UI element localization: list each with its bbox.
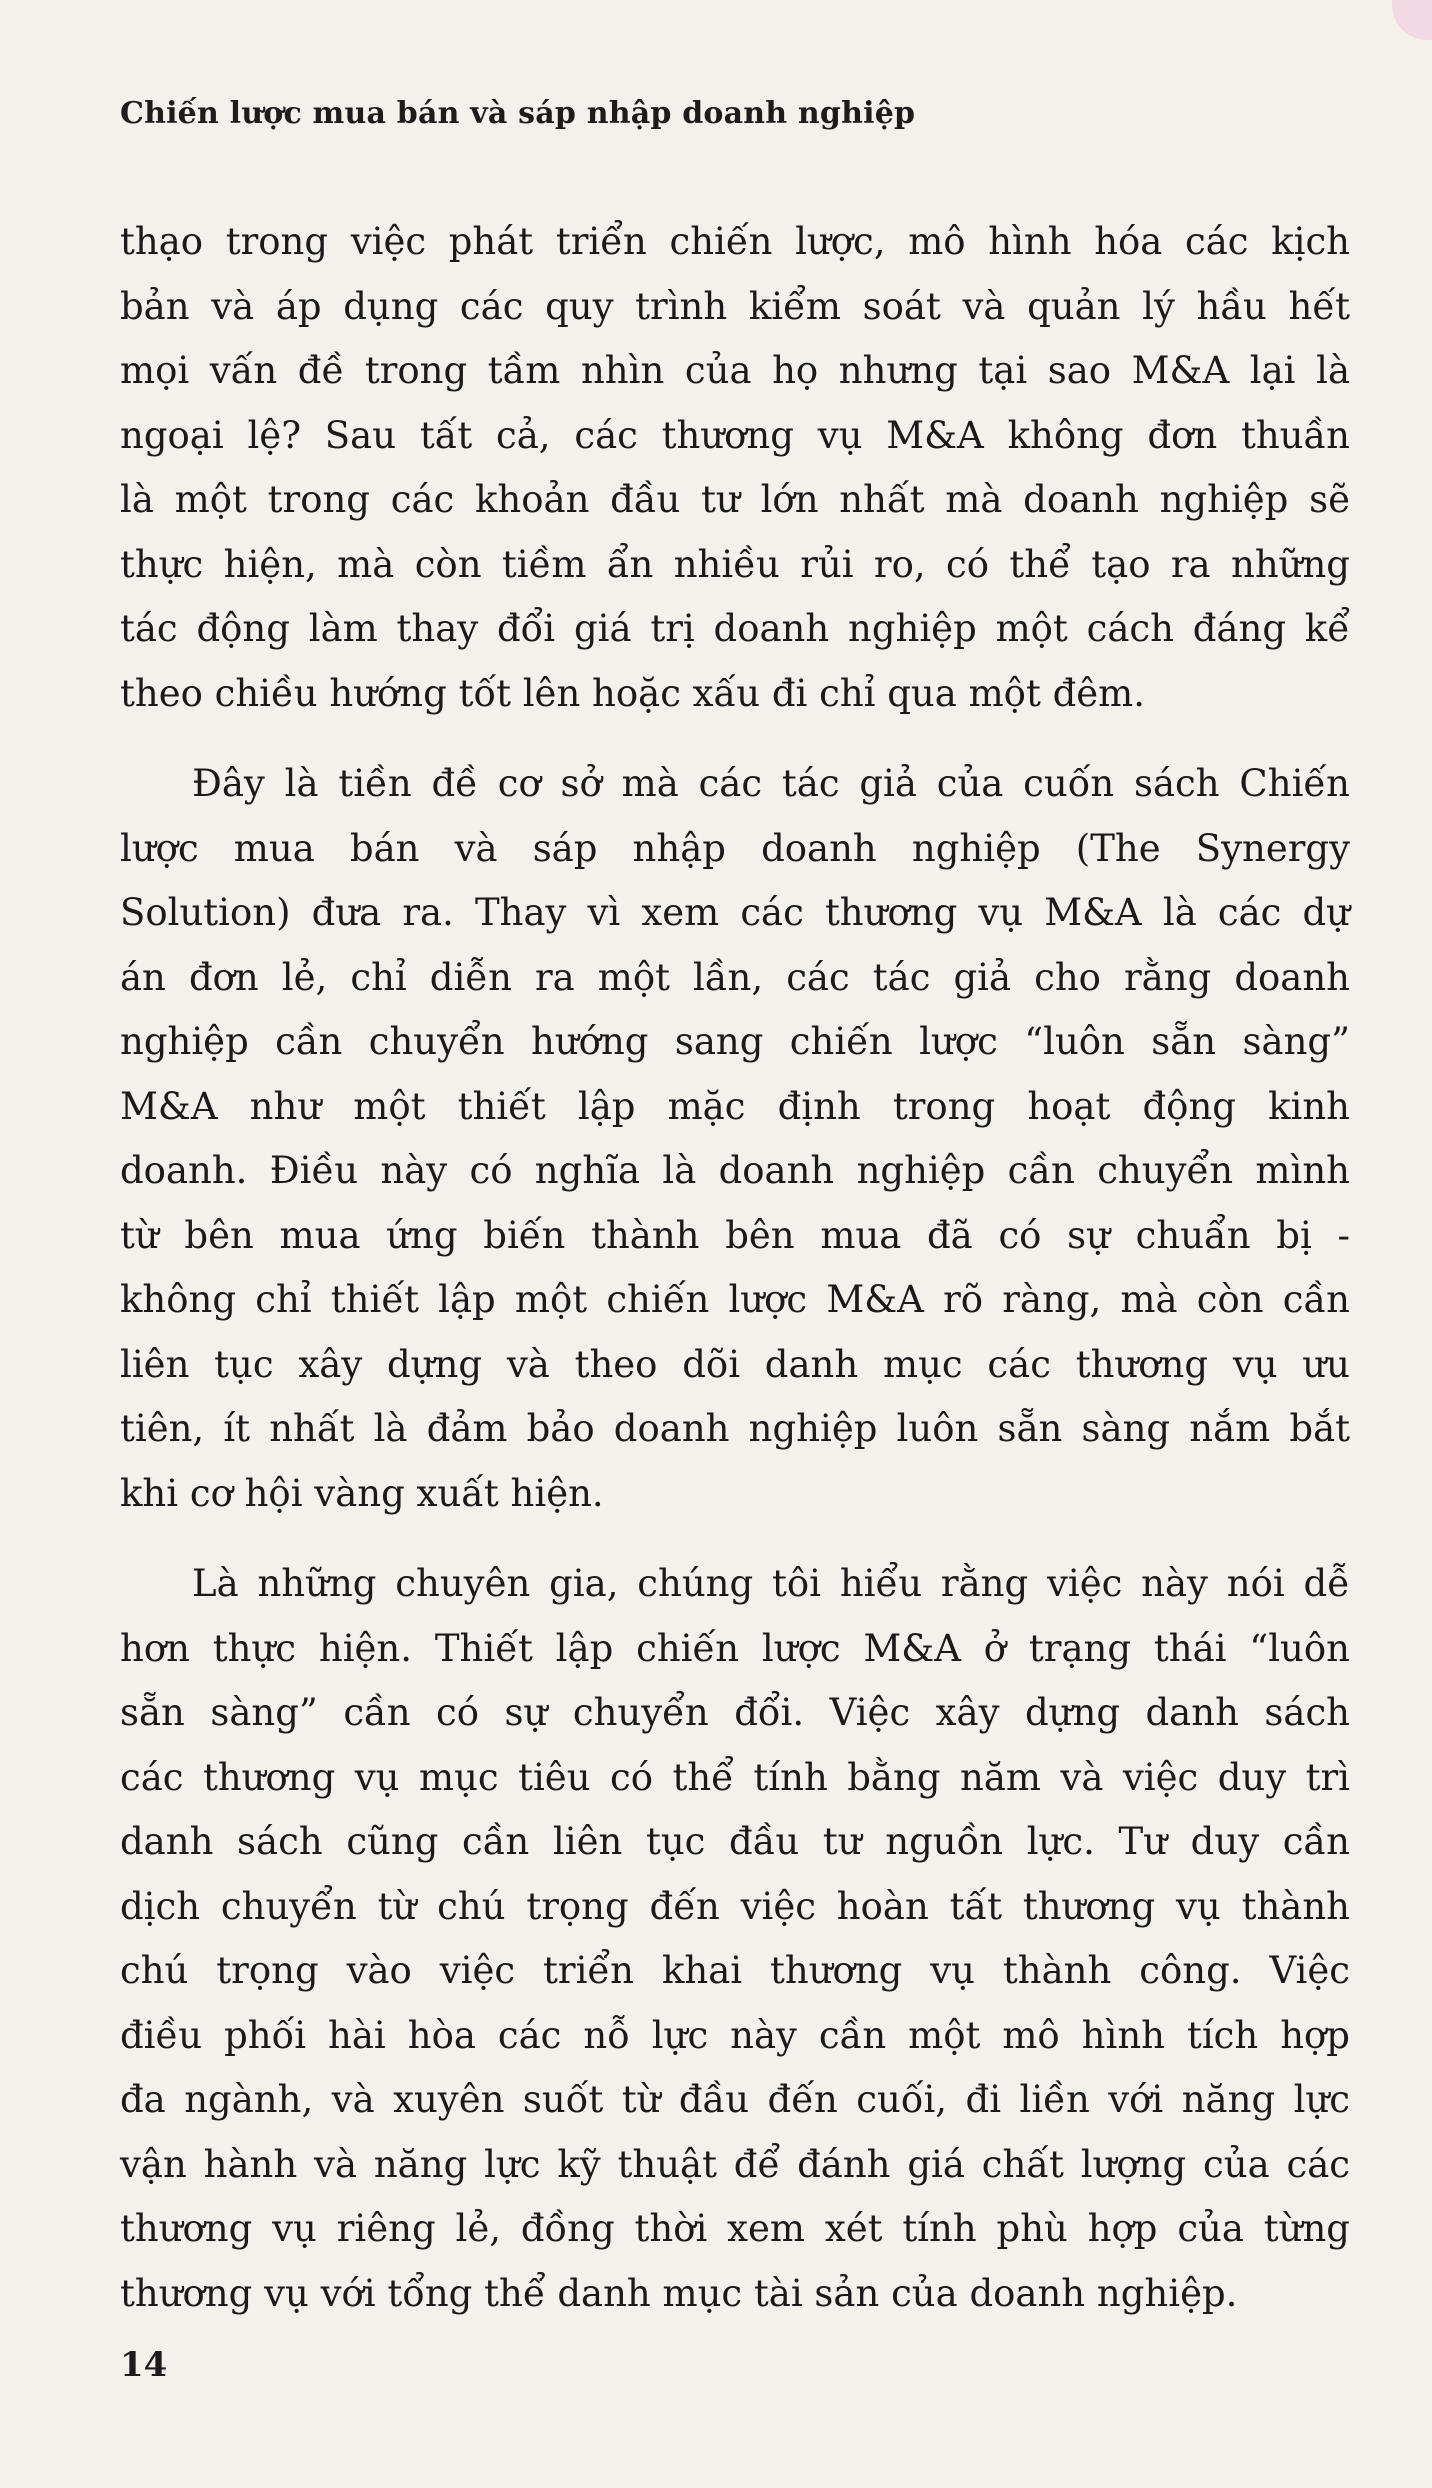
- text-line: tiên, ít nhất là đảm bảo doanh nghiệp luôn sẵn sàng nắm bắt: [120, 1407, 1350, 1450]
- text-line: thực hiện, mà còn tiềm ẩn nhiều rủi ro, có thể tạo ra những: [120, 542, 1350, 586]
- text-line: điều phối hài hòa các nỗ lực này cần một mô hình tích hợp: [120, 2013, 1350, 2057]
- text-line: vận hành và năng lực kỹ thuật để đánh giá chất lượng của các: [120, 2142, 1350, 2186]
- text-line: liên tục xây dựng và theo dõi danh mục các thương vụ ưu: [120, 1342, 1350, 1386]
- running-header-title: Chiến lược mua bán và sáp nhập doanh nghiệp: [120, 96, 916, 131]
- text-line: theo chiều hướng tốt lên hoặc xấu đi chỉ qua một đêm.: [120, 671, 1145, 715]
- text-line: thương vụ với tổng thể danh mục tài sản của doanh nghiệp.: [120, 2271, 1238, 2315]
- text-line: sẵn sàng” cần có sự chuyển đổi. Việc xây dựng danh sách: [120, 1691, 1350, 1734]
- paragraph-3: [120, 1552, 1350, 2326]
- text-line: lược mua bán và sáp nhập doanh nghiệp (The Synergy: [120, 826, 1350, 870]
- paragraph-1: [120, 210, 1350, 726]
- text-line: ngoại lệ? Sau tất cả, các thương vụ M&A không đơn thuần: [120, 413, 1350, 457]
- text-line: khi cơ hội vàng xuất hiện.: [120, 1471, 604, 1515]
- text-line: mọi vấn đề trong tầm nhìn của họ nhưng tại sao M&A lại là: [120, 349, 1350, 392]
- page-number: 14: [120, 2345, 168, 2385]
- text-line: bản và áp dụng các quy trình kiểm soát và quản lý hầu hết: [120, 284, 1350, 328]
- body-text: [120, 210, 1350, 2352]
- page-corner-decoration: [1392, 0, 1432, 40]
- text-line: án đơn lẻ, chỉ diễn ra một lần, các tác giả cho rằng doanh: [120, 955, 1350, 999]
- text-line: chú trọng vào việc triển khai thương vụ thành công. Việc: [120, 1949, 1350, 1992]
- text-line: nghiệp cần chuyển hướng sang chiến lược “luôn sẵn sàng”: [120, 1020, 1350, 1063]
- text-line: các thương vụ mục tiêu có thể tính bằng năm và việc duy trì: [120, 1755, 1350, 1799]
- text-line: M&A như một thiết lập mặc định trong hoạt động kinh: [120, 1084, 1350, 1128]
- text-line: từ bên mua ứng biến thành bên mua đã có sự chuẩn bị -: [120, 1213, 1350, 1257]
- text-line: đa ngành, và xuyên suốt từ đầu đến cuối, đi liền với năng lực: [120, 2078, 1350, 2121]
- text-line: Đây là tiền đề cơ sở mà các tác giả của cuốn sách Chiến: [192, 762, 1350, 805]
- text-line: thương vụ riêng lẻ, đồng thời xem xét tính phù hợp của từng: [120, 2207, 1350, 2250]
- text-line: doanh. Điều này có nghĩa là doanh nghiệp cần chuyển mình: [120, 1149, 1350, 1192]
- text-line: là một trong các khoản đầu tư lớn nhất mà doanh nghiệp sẽ: [120, 478, 1350, 521]
- paragraph-2: [120, 752, 1350, 1526]
- text-line: không chỉ thiết lập một chiến lược M&A rõ ràng, mà còn cần: [120, 1278, 1350, 1321]
- text-line: Là những chuyên gia, chúng tôi hiểu rằng việc này nói dễ: [192, 1562, 1350, 1605]
- text-line: tác động làm thay đổi giá trị doanh nghiệp một cách đáng kể: [120, 607, 1350, 650]
- text-line: danh sách cũng cần liên tục đầu tư nguồn lực. Tư duy cần: [120, 1820, 1350, 1863]
- text-line: dịch chuyển từ chú trọng đến việc hoàn tất thương vụ thành: [120, 1884, 1350, 1928]
- text-line: Solution) đưa ra. Thay vì xem các thương vụ M&A là các dự: [120, 891, 1350, 934]
- text-line: hơn thực hiện. Thiết lập chiến lược M&A ở trạng thái “luôn: [120, 1626, 1350, 1670]
- text-line: thạo trong việc phát triển chiến lược, mô hình hóa các kịch: [120, 220, 1350, 263]
